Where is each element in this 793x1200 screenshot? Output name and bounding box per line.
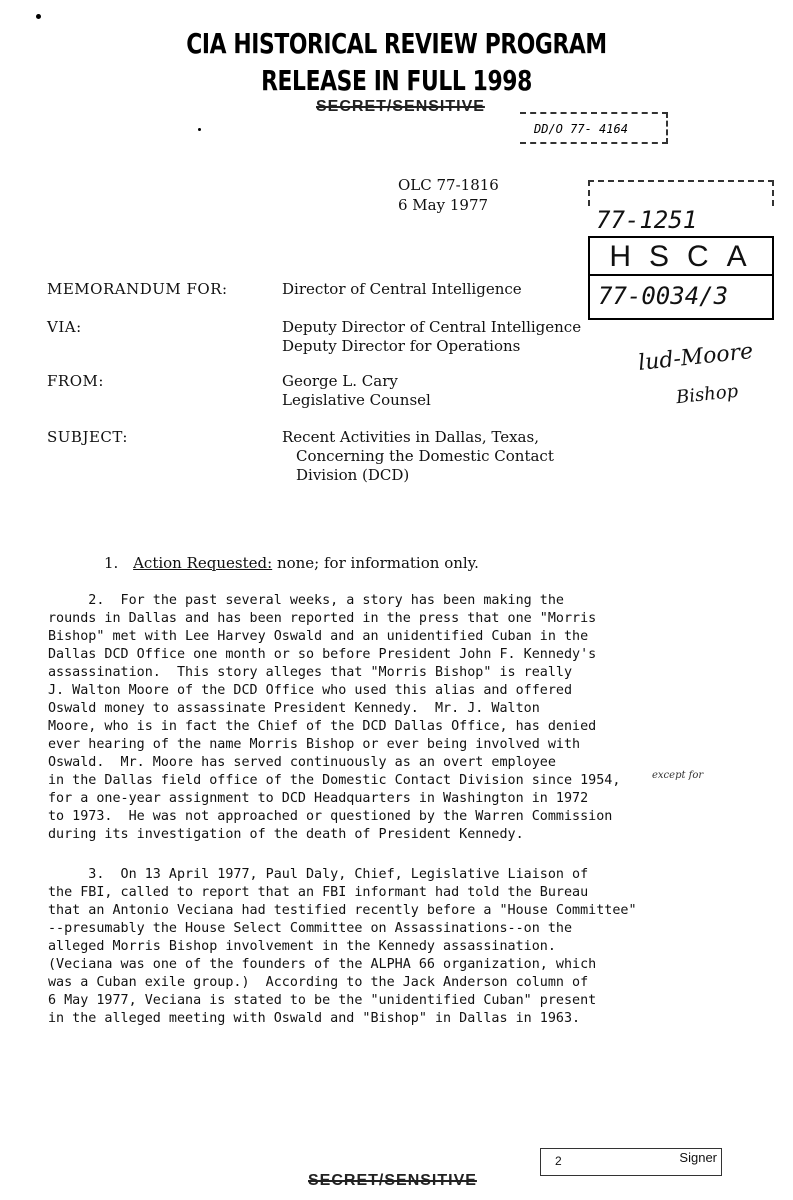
memorandum-for-value: Director of Central Intelligence bbox=[282, 280, 522, 298]
paragraph-3 bbox=[48, 866, 748, 1028]
scan-speck bbox=[198, 128, 201, 131]
para3-line: (Veciana was one of the founders of the ALPHA 66 organization, which bbox=[48, 957, 597, 972]
signer-label: Signer bbox=[679, 1150, 717, 1165]
from-label: FROM: bbox=[47, 372, 104, 390]
para1-number: 1. bbox=[104, 554, 119, 572]
para2-line: 2. For the past several weeks, a story has been making the bbox=[48, 593, 564, 608]
signer-box bbox=[540, 1148, 722, 1176]
hsca-stamp bbox=[588, 180, 774, 320]
subject-value-line2: Concerning the Domestic Contact bbox=[296, 447, 554, 465]
olc-number: OLC 77-1816 bbox=[398, 176, 499, 194]
para2-line: assassination. This story alleges that "Morris Bishop" is really bbox=[48, 665, 573, 680]
para2-line: J. Walton Moore of the DCD Office who used this alias and offered bbox=[48, 683, 573, 698]
para2-line: for a one-year assignment to DCD Headquarters in Washington in 1972 bbox=[48, 791, 589, 806]
classification-bottom: SECRET/SENSITIVE bbox=[308, 1172, 477, 1189]
via-value-line1: Deputy Director of Central Intelligence bbox=[282, 318, 582, 336]
para2-line: ever hearing of the name Morris Bishop or ever being involved with bbox=[48, 737, 581, 752]
para1-heading: Action Requested: bbox=[133, 554, 273, 572]
subject-label: SUBJECT: bbox=[47, 428, 128, 446]
para2-line: Bishop" met with Lee Harvey Oswald and an unidentified Cuban in the bbox=[48, 629, 589, 644]
para3-line: --presumably the House Select Committee on Assassinations--on the bbox=[48, 921, 573, 936]
from-value-line1: George L. Cary bbox=[282, 372, 398, 390]
paragraph-1 bbox=[104, 554, 793, 572]
para2-line: during its investigation of the death of President Kennedy. bbox=[48, 827, 524, 842]
via-value-line2: Deputy Director for Operations bbox=[282, 337, 521, 355]
para3-line: was a Cuban exile group.) According to the Jack Anderson column of bbox=[48, 975, 589, 990]
memorandum-for-label: MEMORANDUM FOR: bbox=[47, 280, 228, 298]
handwritten-note-moore: lud-Moore bbox=[637, 339, 755, 376]
paragraph-2 bbox=[48, 592, 748, 844]
para3-line: 3. On 13 April 1977, Paul Daly, Chief, Legislative Liaison of bbox=[48, 867, 589, 882]
para2-line: in the Dallas field office of the Domestic Contact Division since 1954, bbox=[48, 773, 621, 788]
para3-line: in the alleged meeting with Oswald and "Bishop" in Dallas in 1963. bbox=[48, 1011, 581, 1026]
subject-value-line1: Recent Activities in Dallas, Texas, bbox=[282, 428, 539, 446]
from-value bbox=[282, 372, 431, 410]
classification-top: SECRET/SENSITIVE bbox=[316, 98, 485, 115]
subject-value-line3: Division (DCD) bbox=[296, 466, 410, 484]
via-label: VIA: bbox=[47, 318, 82, 336]
hsca-top-number: 77-1251 bbox=[596, 206, 698, 234]
para2-line: Oswald money to assassinate President Kennedy. Mr. J. Walton bbox=[48, 701, 540, 716]
margin-note: except for bbox=[652, 770, 704, 781]
page-number: 2 bbox=[555, 1154, 562, 1168]
via-value bbox=[282, 318, 581, 356]
para2-line: Dallas DCD Office one month or so before President John F. Kennedy's bbox=[48, 647, 597, 662]
para3-line: the FBI, called to report that an FBI informant had told the Bureau bbox=[48, 885, 589, 900]
olc-reference bbox=[398, 175, 499, 215]
ddo-number-stamp: DD/O 77- 4164 bbox=[520, 112, 668, 144]
memo-date: 6 May 1977 bbox=[398, 196, 489, 214]
from-value-line2: Legislative Counsel bbox=[282, 391, 431, 409]
para2-line: to 1973. He was not approached or questioned by the Warren Commission bbox=[48, 809, 613, 824]
hsca-bottom-number: 77-0034/3 bbox=[588, 276, 774, 320]
para2-line: Oswald. Mr. Moore has served continuously as an overt employee bbox=[48, 755, 556, 770]
hsca-stamp-top bbox=[588, 180, 774, 206]
release-stamp-line2: RELEASE IN FULL 1998 bbox=[261, 64, 532, 97]
subject-value bbox=[282, 428, 554, 485]
para3-line: 6 May 1977, Veciana is stated to be the "unidentified Cuban" present bbox=[48, 993, 597, 1008]
hsca-label: HSCA bbox=[588, 236, 774, 276]
para3-line: that an Antonio Veciana had testified recently before a "House Committee" bbox=[48, 903, 637, 918]
para1-text: none; for information only. bbox=[272, 554, 479, 572]
release-stamp-line1: CIA HISTORICAL REVIEW PROGRAM bbox=[186, 27, 607, 60]
para3-line: alleged Morris Bishop involvement in the Kennedy assassination. bbox=[48, 939, 556, 954]
para2-line: Moore, who is in fact the Chief of the DCD Dallas Office, has denied bbox=[48, 719, 597, 734]
handwritten-note-bishop: Bishop bbox=[675, 380, 740, 409]
para2-line: rounds in Dallas and has been reported in the press that one "Morris bbox=[48, 611, 597, 626]
scan-speck bbox=[36, 14, 41, 19]
